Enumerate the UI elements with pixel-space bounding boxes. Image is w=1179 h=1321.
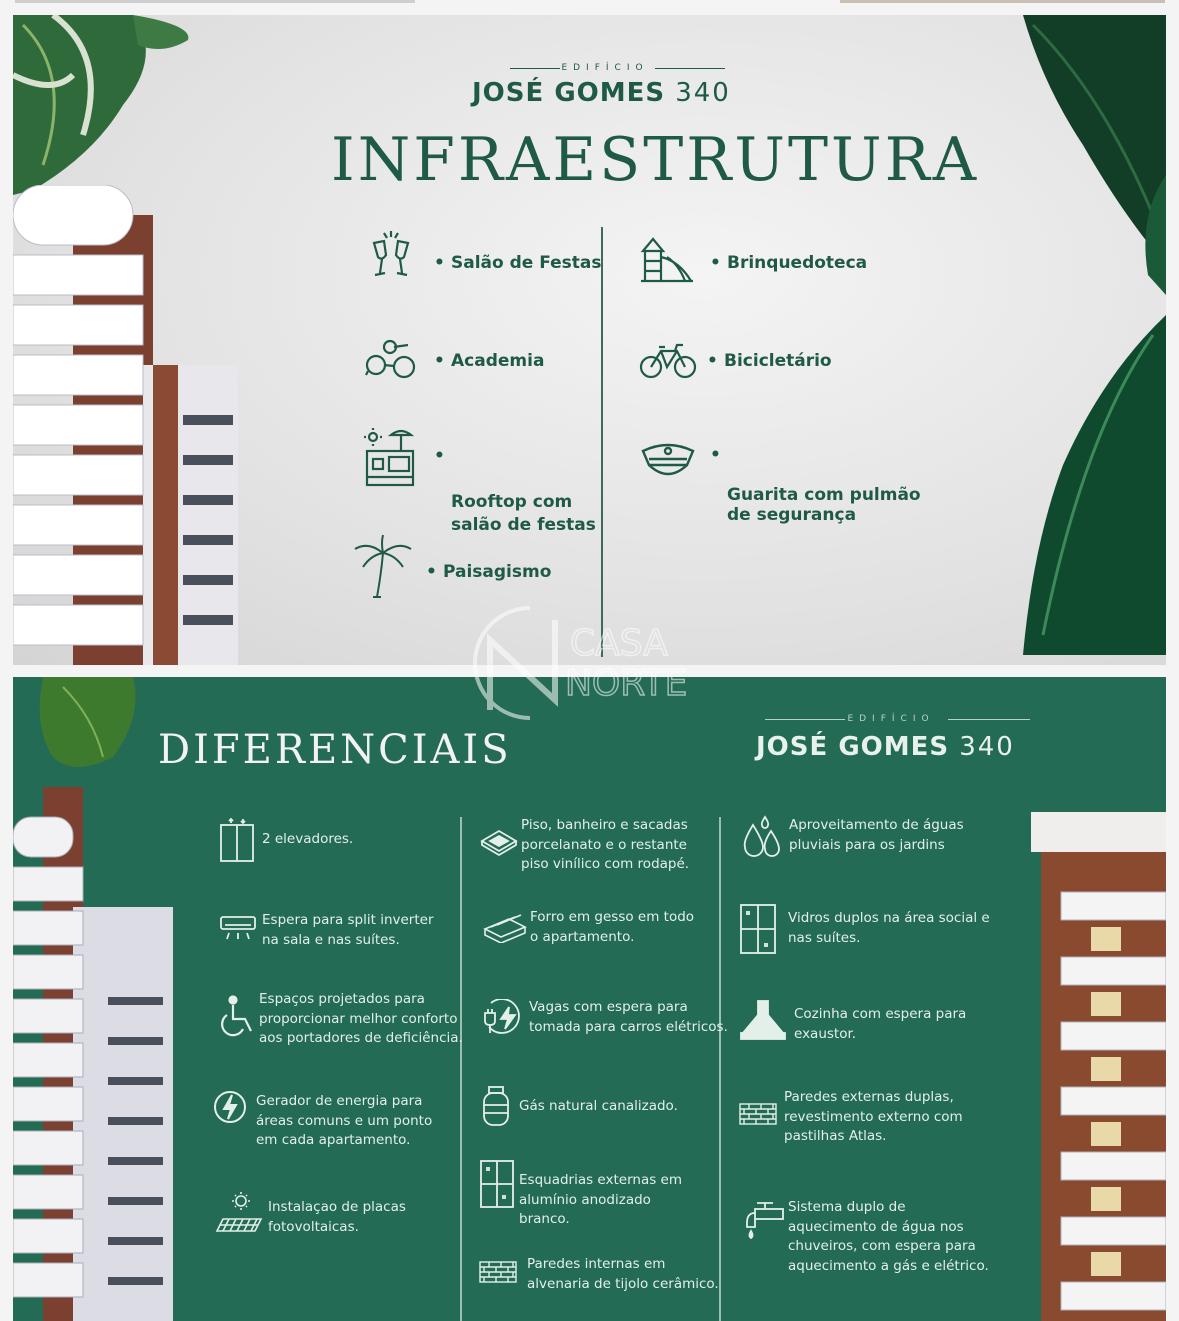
feature-text: Sistema duplo de aquecimento de água nos chuveiros, com espera para aquecimento a gás e elétrico. <box>788 1199 989 1274</box>
playground-icon <box>639 235 695 283</box>
feature-text: Vidros duplos na área social e nas suítes. <box>788 910 990 946</box>
feature-text: Forro em gesso em todo o apartamento. <box>530 909 695 945</box>
divider-line <box>510 68 560 69</box>
amenity-item <box>434 445 596 537</box>
infrastructure-panel <box>13 15 1166 665</box>
top-strip-bar <box>15 0 415 3</box>
floor-tile-icon <box>480 827 518 857</box>
building-illustration-right <box>1031 812 1166 1321</box>
watermark-line1: CASA <box>570 623 668 664</box>
building-illustration <box>13 185 243 665</box>
feature-text: Gerador de energia para áreas comuns e um ponto em cada apartamento. <box>256 1093 433 1148</box>
double-glass-icon <box>739 903 777 955</box>
feature-text: Cozinha com espera para exaustor. <box>794 1006 967 1042</box>
amenity-label: Bicicletário <box>724 351 832 371</box>
divider-line <box>655 68 725 69</box>
range-hood-icon <box>739 999 787 1043</box>
brick-wall-icon <box>739 1103 777 1125</box>
divider-line <box>765 719 845 720</box>
feature-text: Aproveitamento de águas pluviais para os jardins <box>789 817 964 853</box>
ev-charger-icon <box>483 999 527 1037</box>
wheelchair-icon <box>219 995 255 1039</box>
bullet: • <box>434 253 445 273</box>
amenity-item <box>710 252 868 275</box>
bullet: • <box>434 446 445 466</box>
bicycle-icon <box>639 343 697 379</box>
bullet: • <box>426 562 437 582</box>
faucet-icon <box>743 1201 785 1245</box>
brand-number: 340 <box>959 732 1015 762</box>
page-title: INFRAESTRUTURA <box>331 125 980 195</box>
water-drops-icon <box>739 815 783 861</box>
amenity-item <box>426 561 552 584</box>
top-strip-bar <box>840 0 1165 3</box>
bullet: • <box>710 445 721 465</box>
rooftop-icon <box>363 427 417 489</box>
amenity-item <box>707 350 832 373</box>
amenity-label: Academia <box>451 351 545 371</box>
column-divider <box>719 817 721 1321</box>
window-frame-icon <box>479 1159 515 1209</box>
edificio-label: EDIFÍCIO <box>561 63 649 73</box>
amenity-item <box>434 350 545 373</box>
bullet: • <box>707 351 718 371</box>
feature-text: Gás natural canalizado. <box>519 1098 678 1114</box>
feature-text: Instalaçao de placas fotovoltaicas. <box>268 1199 406 1235</box>
solar-panel-icon <box>215 1191 265 1237</box>
amenity-label: Paisagismo <box>443 562 552 582</box>
amenity-label: Rooftop com salão de festas <box>451 492 596 535</box>
brand-logo <box>472 78 731 108</box>
column-divider <box>601 227 603 657</box>
champagne-toast-icon <box>366 229 416 281</box>
edificio-label: EDIFÍCIO <box>847 714 935 724</box>
differentials-panel <box>13 677 1166 1321</box>
feature-text: Paredes externas duplas, revestimento externo com pastilhas Atlas. <box>784 1089 963 1144</box>
leaf-top-left <box>33 677 143 777</box>
top-strip <box>0 0 1179 14</box>
bullet: • <box>710 253 721 273</box>
amenity-label: Salão de Festas <box>451 253 602 273</box>
column-divider <box>460 817 462 1321</box>
brand-name: JOSÉ GOMES <box>472 78 666 108</box>
brand-logo <box>756 732 1015 762</box>
dumbbell-icon <box>364 337 418 383</box>
palm-tree-icon <box>353 535 413 599</box>
divider-line <box>948 719 1030 720</box>
gypsum-board-icon <box>483 913 527 943</box>
lightning-icon <box>213 1089 247 1125</box>
casa-norte-watermark <box>470 600 720 720</box>
feature-text: Esquadrias externas em alumínio anodizado branco. <box>519 1172 683 1227</box>
amenity-label: Brinquedoteca <box>727 253 868 273</box>
brand-name: JOSÉ GOMES <box>756 732 950 762</box>
monstera-leaf-top-left <box>13 15 213 205</box>
section-title: DIFERENCIAIS <box>158 727 512 773</box>
feature-text: 2 elevadores. <box>262 831 354 847</box>
amenity-item <box>710 445 921 525</box>
amenity-label: Guarita com pulmão de segurança <box>727 485 921 525</box>
brand-number: 340 <box>675 78 731 108</box>
brick-wall-icon <box>479 1261 517 1283</box>
feature-text: Espera para split inverter na sala e nas suítes. <box>262 912 434 948</box>
gas-cylinder-icon <box>481 1085 511 1129</box>
bullet: • <box>434 351 445 371</box>
amenity-item <box>434 252 602 275</box>
elevator-icon <box>219 817 255 863</box>
air-conditioner-icon <box>219 915 257 941</box>
watermark-line2: NORTE <box>565 663 688 704</box>
feature-text: Piso, banheiro e sacadas porcelanato e o restante piso vinílico com rodapé. <box>521 817 690 872</box>
feature-text: Paredes internas em alvenaria de tijolo cerâmico. <box>527 1256 719 1292</box>
guard-cap-icon <box>639 437 697 483</box>
building-illustration <box>13 787 173 1321</box>
feature-text: Espaços projetados para proporcionar melhor conforto aos portadores de deficiência. <box>259 991 463 1046</box>
tropical-leaves-right <box>1003 15 1166 665</box>
feature-text: Vagas com espera para tomada para carros elétricos. <box>529 999 728 1035</box>
